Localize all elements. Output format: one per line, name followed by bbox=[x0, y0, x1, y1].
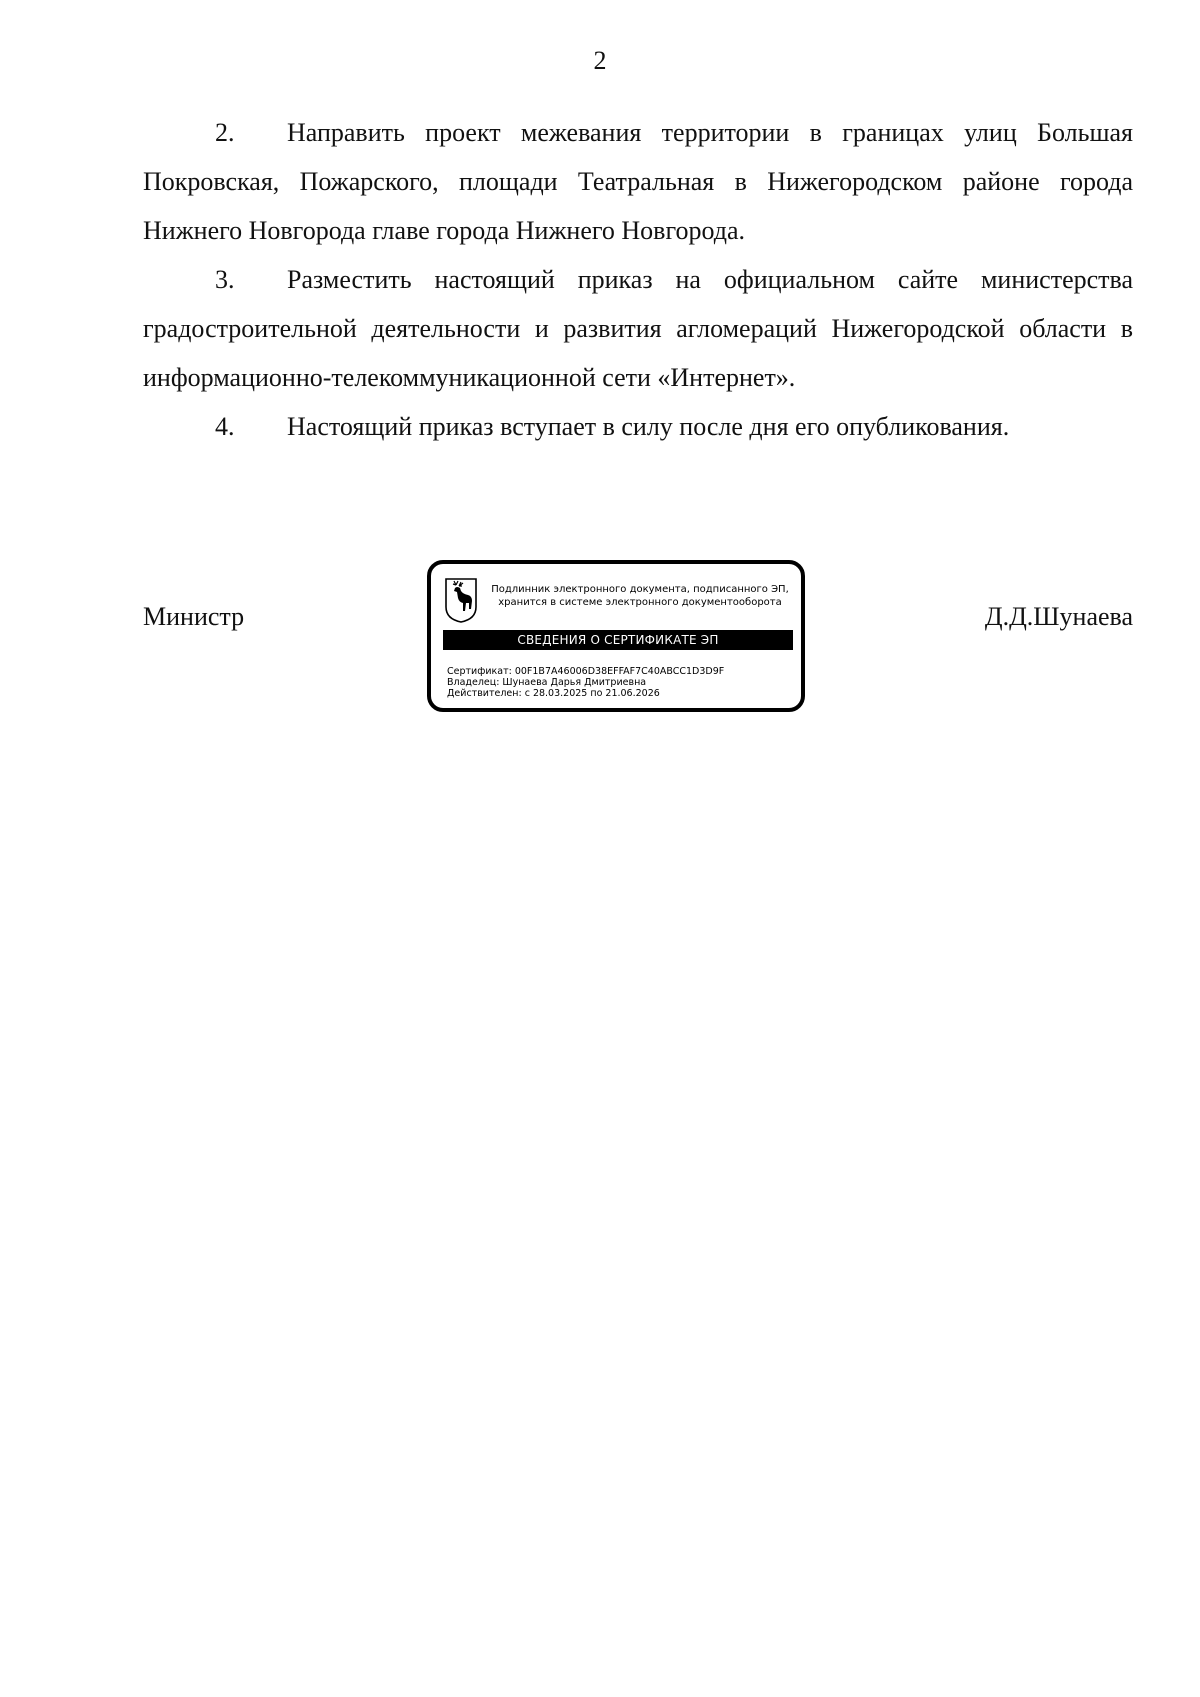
certificate-number: Сертификат: 00F1B7A46006D38EFFAF7C40ABCC1D3D9F bbox=[447, 666, 725, 677]
signer-name: Д.Д.Шунаева bbox=[984, 602, 1133, 631]
signature-block bbox=[143, 560, 1133, 726]
deer-emblem-icon bbox=[444, 577, 478, 623]
signer-title: Министр bbox=[143, 602, 245, 631]
document-body bbox=[143, 108, 1133, 451]
paragraph-text: Направить проект межевания территории в границах улиц Большая Покровская, Пожарского, площади Театральная в Нижегородском районе города Нижнего Новгорода главе города Нижнего Новгорода. bbox=[143, 118, 1133, 245]
certificate-validity: Действителен: с 28.03.2025 по 21.06.2026 bbox=[447, 688, 660, 699]
paragraph-4 bbox=[143, 402, 1133, 451]
paragraph-3 bbox=[143, 255, 1133, 402]
stamp-header-line: Подлинник электронного документа, подписанного ЭП, bbox=[491, 584, 789, 595]
paragraph-number: 4. bbox=[215, 412, 235, 441]
paragraph-text: Разместить настоящий приказ на официальном сайте министерства градостроительной деятельности и развития агломераций Нижегородской области в информационно-телекоммуникационной сети «Интернет». bbox=[143, 265, 1133, 392]
stamp-header bbox=[479, 583, 801, 609]
electronic-signature-stamp bbox=[427, 560, 805, 712]
page-number: 2 bbox=[593, 46, 607, 75]
certificate-info-bar: СВЕДЕНИЯ О СЕРТИФИКАТЕ ЭП bbox=[443, 630, 793, 650]
paragraph-number: 2. bbox=[215, 118, 235, 147]
paragraph-2 bbox=[143, 108, 1133, 255]
paragraph-number: 3. bbox=[215, 265, 235, 294]
stamp-header-line: хранится в системе электронного документооборота bbox=[498, 597, 782, 608]
certificate-details bbox=[447, 666, 724, 699]
paragraph-text: Настоящий приказ вступает в силу после дня его опубликования. bbox=[287, 412, 1010, 441]
certificate-owner: Владелец: Шунаева Дарья Дмитриевна bbox=[447, 677, 647, 688]
